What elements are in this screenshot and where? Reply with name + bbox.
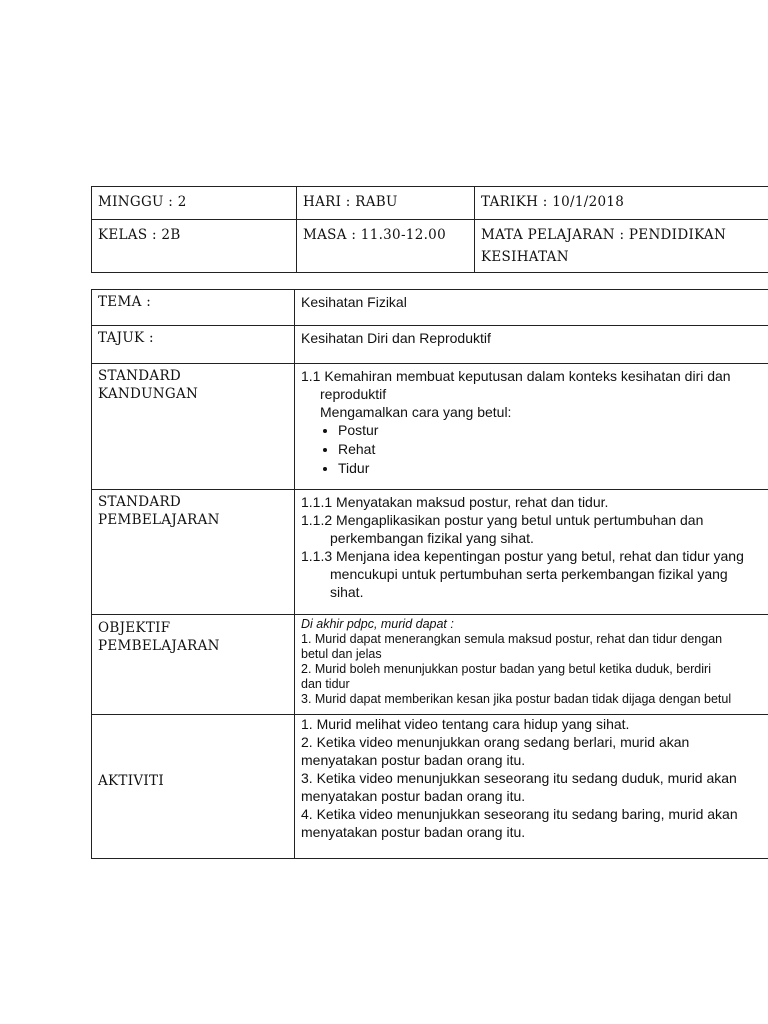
- sp-line-3a: 1.1.3 Menjana idea kepentingan postur yang betul, rehat dan tidur yang: [301, 548, 744, 564]
- tarikh-cell: [475, 187, 768, 220]
- objektif-1b: betul dan jelas: [301, 647, 382, 661]
- aktiviti-2a: 2. Ketika video menunjukkan orang sedang berlari, murid akan: [301, 734, 690, 750]
- aktiviti-1: 1. Murid melihat video tentang cara hidup yang sihat.: [301, 716, 630, 732]
- list-item: • Postur: [338, 421, 768, 440]
- objektif-label-2: PEMBELAJARAN: [98, 638, 220, 654]
- objektif-2a: 2. Murid boleh menunjukkan postur badan yang betul ketika duduk, berdiri: [301, 662, 711, 676]
- objektif-intro: Di akhir pdpc, murid dapat :: [301, 617, 454, 631]
- standard-pembelajaran-label-1: STANDARD: [98, 494, 182, 510]
- minggu-text: MINGGU : 2: [98, 194, 187, 210]
- sk-line-1: 1.1 Kemahiran membuat keputusan dalam konteks kesihatan diri dan: [301, 368, 731, 384]
- sk-line-3: Mengamalkan cara yang betul:: [320, 404, 512, 420]
- aktiviti-4b: menyatakan postur badan orang itu.: [301, 824, 526, 840]
- list-item: • Tidur: [338, 459, 768, 478]
- mata-pelajaran-line-1: MATA PELAJARAN : PENDIDIKAN: [481, 227, 727, 243]
- sp-line-2a: 1.1.2 Mengaplikasikan postur yang betul untuk pertumbuhan dan: [301, 512, 704, 528]
- kelas-cell: [92, 220, 297, 273]
- list-item: • Rehat: [338, 440, 768, 459]
- mata-pelajaran-line-2: KESIHATAN: [481, 249, 569, 265]
- aktiviti-4a: 4. Ketika video menunjukkan seseorang itu sedang baring, murid akan: [301, 806, 738, 822]
- masa-text: MASA : 11.30-12.00: [303, 227, 446, 243]
- mata-pelajaran-cell: [475, 220, 768, 273]
- tema-row: [92, 290, 768, 326]
- hari-cell: [297, 187, 475, 220]
- sp-line-3b: mencukupi untuk pertumbuhan serta perkembangan fizikal yang: [330, 566, 728, 582]
- standard-kandungan-label-2: KANDUNGAN: [98, 386, 199, 402]
- tarikh-text: TARIKH : 10/1/2018: [481, 194, 625, 210]
- lesson-table: [91, 289, 768, 859]
- tajuk-row: [92, 326, 768, 364]
- sk-line-2: reproduktif: [320, 386, 387, 402]
- sk-bullet-list: [301, 421, 768, 478]
- standard-pembelajaran-label-2: PEMBELAJARAN: [98, 512, 220, 528]
- tajuk-label: TAJUK :: [98, 330, 154, 346]
- tajuk-value: Kesihatan Diri dan Reproduktif: [301, 330, 491, 346]
- sp-line-2b: perkembangan fizikal yang sihat.: [330, 530, 534, 546]
- aktiviti-3b: menyatakan postur badan orang itu.: [301, 788, 526, 804]
- standard-kandungan-row: [92, 364, 768, 490]
- minggu-cell: [92, 187, 297, 220]
- hari-text: HARI : RABU: [303, 194, 398, 210]
- objektif-row: [92, 615, 768, 715]
- sp-line-1: 1.1.1 Menyatakan maksud postur, rehat dan tidur.: [301, 494, 609, 510]
- sp-line-3c: sihat.: [330, 584, 364, 600]
- objektif-1a: 1. Murid dapat menerangkan semula maksud postur, rehat dan tidur dengan: [301, 632, 723, 646]
- aktiviti-2b: menyatakan postur badan orang itu.: [301, 752, 526, 768]
- aktiviti-row: [92, 715, 768, 859]
- header-table: [91, 186, 768, 273]
- kelas-text: KELAS : 2B: [98, 227, 181, 243]
- aktiviti-label: AKTIVITI: [98, 772, 164, 789]
- tema-label: TEMA :: [98, 294, 152, 310]
- aktiviti-3a: 3. Ketika video menunjukkan seseorang itu sedang duduk, murid akan: [301, 770, 737, 786]
- masa-cell: [297, 220, 475, 273]
- objektif-2b: dan tidur: [301, 677, 350, 691]
- objektif-3: 3. Murid dapat memberikan kesan jika postur badan tidak dijaga dengan betul: [301, 692, 732, 706]
- objektif-label-1: OBJEKTIF: [98, 620, 171, 636]
- tema-value: Kesihatan Fizikal: [301, 294, 407, 310]
- standard-pembelajaran-row: [92, 490, 768, 615]
- standard-kandungan-label-1: STANDARD: [98, 368, 182, 384]
